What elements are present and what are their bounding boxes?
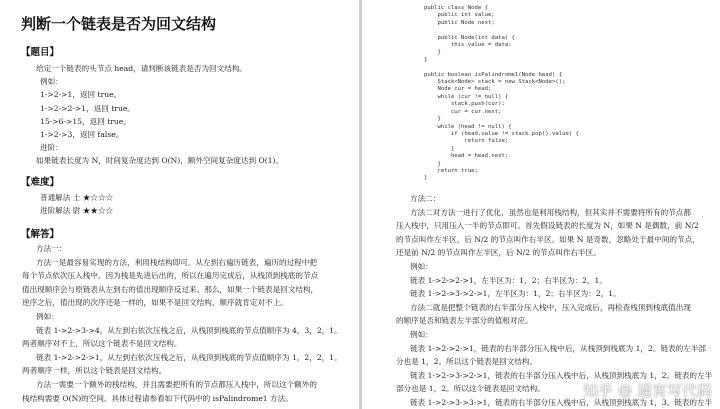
text-line: 例如： — [40, 77, 63, 87]
text-line: 链表 1->2->3->3->1，链表的右半部分压入栈中后，从栈顶到栈底为 1，3。链表的左半 — [410, 398, 713, 407]
text-line: 方法一： — [36, 244, 67, 253]
text-line: 链表 1->2->2->1，链表的右半部分压入栈中后，从栈顶到栈底为 1，2。链表的左半部 — [410, 343, 707, 353]
text-line: 栈结构需要 O(N)的空间。具体过程请参看如下代码中的 isPalindrome1 方法。 — [22, 393, 293, 403]
right-page — [362, 0, 720, 409]
text-line: 例如： — [410, 262, 433, 271]
text-line: 15->6->15，返回 true。 — [40, 116, 131, 126]
left-page — [0, 0, 359, 409]
text-line: 还是前 N/2 的节点叫作左半区，后 N/2 的节点叫作右半区。 — [396, 248, 601, 258]
text-line: 例如： — [410, 330, 433, 339]
text-line: 的顺序是否和链表左半部分的值相对应。 — [396, 316, 533, 326]
text-line: 方法二就是把整个链表的右半部分压入栈中，压入完成后，再检查栈顶到栈底值出现 — [410, 302, 691, 312]
watermark-brand: 知乎 — [582, 382, 613, 400]
text-line: 链表 1->2->2->1，从左到右依次压栈之后，从栈顶到栈底的节点值顺序为 1，2，2，1。 — [36, 352, 342, 362]
text-line: 1->2->3，返回 false。 — [40, 130, 124, 139]
watermark-at: @ — [617, 382, 632, 399]
text-line: 值出现顺序会与原链表从左到右的值出现顺序反过来。那么，如果一个链表是回文结构， — [22, 284, 319, 294]
section-heading-problem: 【题目】 — [21, 47, 60, 58]
text-line: 逆序之后，值出现的次序还是一样的，如果不是回文结构，顺序就肯定对不上。 — [22, 298, 288, 308]
text-line: 的节点叫作左半区，后 N/2 的节点叫作右半区。如果 N 是奇数，忽略处于最中间的节点， — [396, 234, 700, 244]
watermark — [583, 380, 712, 401]
text-line: 进阶： — [40, 143, 63, 153]
text-line: 方法二： — [410, 194, 441, 203]
text-line: 压入栈中，只用压入一半的节点即可。首先假设链表的长度为 N，如果 N 是偶数，前 N/2 — [396, 221, 699, 231]
text-line: 1->2->1，返回 true。 — [40, 90, 122, 100]
text-line: 给定一个链表的头节点 head，请判断该链表是否为回文结构。 — [36, 64, 248, 73]
text-line: 两者顺序一样，所以这个链表是回文结构。 — [22, 366, 167, 376]
text-line: 普通解法 士 ★☆☆☆ — [40, 193, 114, 202]
section-heading-difficulty: 【难度】 — [21, 177, 60, 188]
text-line: 链表 1->2->3->4，从左到右依次压栈之后，从栈顶到栈底的节点值顺序为 4，3，2，1。 — [36, 325, 342, 335]
text-line: 方法二对方法一进行了优化，虽然也是利用栈结构，但其实并不需要将所有的节点都 — [410, 207, 691, 217]
text-line: 两者顺序对不上，所以这个链表不是回文结构。 — [22, 339, 182, 349]
page-title: 判断一个链表是否为回文结构 — [21, 15, 217, 33]
text-line: 方法一是最容易实现的方法，利用栈结构即可。从左到右遍历链表，遍历的过程中把 — [36, 257, 317, 267]
text-line: 1->2->2->1，返回 true。 — [40, 103, 135, 113]
text-line: 每个节点依次压入栈中。因为栈是先进后出的，所以在遍历完成后，从栈顶到栈底的节点 — [22, 271, 319, 281]
text-line: 如果链表长度为 N，时间复杂度达到 O(N)，额外空间复杂度达到 O(1)。 — [36, 156, 284, 166]
text-line: 方法一需要一个额外的栈结构，并且需要把所有的节点都压入栈中，所以这个额外的 — [36, 380, 317, 389]
text-line: 链表 1->2->3->2->1，左半区为：1，2；右半区为：2，1。 — [410, 289, 621, 299]
text-line: 例如： — [36, 312, 59, 321]
text-line: 进阶解法 尉 ★★☆☆ — [40, 206, 114, 215]
watermark-author: 通宵写代码 — [636, 382, 712, 400]
text-line: 链表 1->2->2->1，左半区为：1，2；右半区为：2，1。 — [410, 275, 607, 285]
section-heading-answer: 【解答】 — [21, 229, 60, 240]
text-line: 部分也是 1，2。所以这个链表是回文结构。 — [396, 384, 545, 394]
text-line: 链表 1->2->3->2->1，链表的右半部分压入栈中后，从栈顶到栈底为 1，2。链表的左半 — [410, 370, 713, 380]
text-line: 分也是 1，2。所以这个链表是回文结构。 — [396, 357, 538, 367]
code-block: public class Node { public int value; public Node next; public Node(int data) { this.value = data; } } public boolean isPalindrome1(Node head) { Stack<Node> stack = new Stack<Node>(); Node cur = head; while (cur != null) { stack.push(cur); cur = cur.next; } while (head != null) { if (head.value != stack.pop().value) { return false; } head = head.next; } return true; } — [424, 5, 579, 182]
